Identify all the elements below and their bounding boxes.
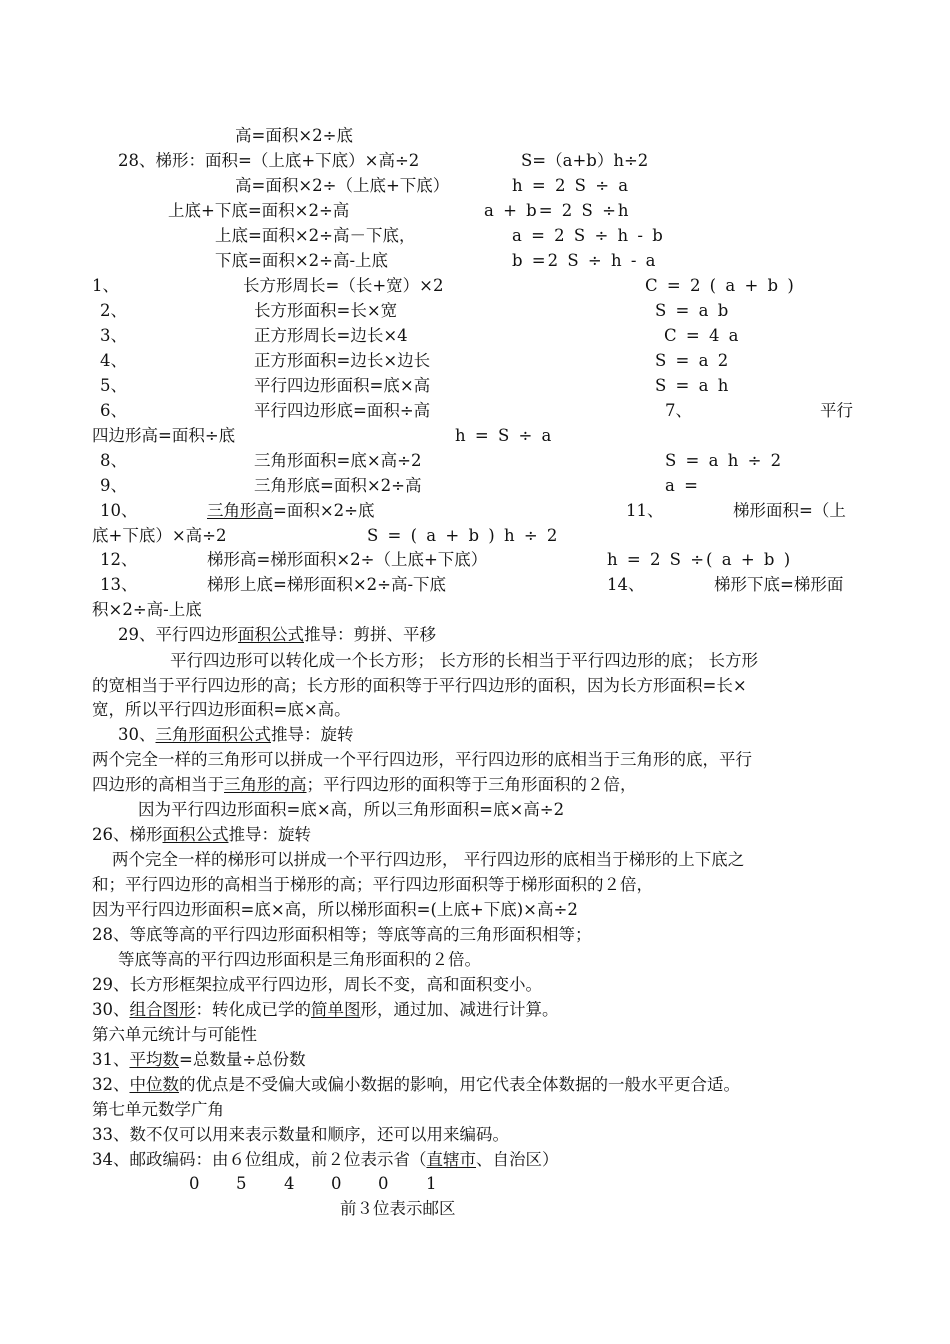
formula-2-text: 长方形面积=长×宽 [254, 301, 398, 320]
section-30-para-3: 因为平行四边形面积=底×高，所以三角形面积=底×高÷2 [138, 800, 565, 819]
sum-of-bases-symbol: a + b= 2 S ÷h [484, 201, 631, 220]
section-32-line [92, 1074, 740, 1096]
formula-7-symbol: h = S ÷ a [455, 426, 554, 445]
formula-11-number: 11、 [626, 501, 664, 520]
zip-digit: 1 [426, 1174, 437, 1193]
unit-7-heading: 第七单元数学广角 [92, 1100, 224, 1119]
section-30b-term-1: 组合图形 [129, 1000, 196, 1019]
section-28-line-1: 28、等底等高的平行四边形面积相等；等底等高的三角形面积相等； [92, 925, 592, 944]
formula-8-text: 三角形面积=底×高÷2 [254, 451, 422, 470]
formula-4-text: 正方形面积=边长×边长 [254, 351, 431, 370]
section-26-para-3: 因为平行四边形面积=底×高，所以梯形面积=(上底+下底)×高÷2 [92, 900, 578, 919]
section-32-term: 中位数 [129, 1075, 179, 1094]
trapezoid-height-line: 高=面积×2÷（上底+下底） [235, 176, 450, 195]
section-34-term: 直辖市 [426, 1150, 476, 1169]
formula-10-term: 三角形高 [207, 501, 273, 520]
section-30-para-2-start: 四边形的高相当于 [92, 775, 224, 794]
section-29-para-1: 平行四边形可以转化成一个长方形； 长方形的长相当于平行四边形的底； 长方形 [170, 651, 758, 670]
section-31-prefix: 31、 [92, 1050, 130, 1069]
formula-8-symbol: S = a h ÷ 2 [665, 451, 784, 470]
zip-digit: 0 [189, 1174, 200, 1193]
formula-10-number: 10、 [100, 501, 138, 520]
section-30-term: 三角形面积公式 [155, 725, 271, 744]
formula-1-symbol: C = 2 ( a + b ) [645, 276, 796, 295]
formula-8-number: 8、 [100, 451, 127, 470]
formula-1-number: 1、 [92, 276, 119, 295]
formula-7-text-end: 四边形高=面积÷底 [92, 426, 236, 445]
sum-of-bases-line: 上底+下底=面积×2÷高 [168, 201, 350, 220]
unit-6-heading: 第六单元统计与可能性 [92, 1025, 257, 1044]
trapezoid-area-symbol: S=（a+b）h÷2 [521, 151, 649, 170]
section-34-suffix: 、自治区） [476, 1150, 559, 1169]
section-31-suffix: =总数量÷总份数 [179, 1050, 306, 1069]
formula-3-symbol: C = 4 a [664, 326, 741, 345]
formula-5-symbol: S = a h [655, 376, 731, 395]
section-30-para-1: 两个完全一样的三角形可以拼成一个平行四边形，平行四边形的底相当于三角形的底，平行 [92, 750, 752, 769]
formula-12-symbol: h = 2 S ÷( a + b ) [607, 550, 793, 569]
section-30-heading [118, 724, 354, 746]
zip-digit: 0 [331, 1174, 342, 1193]
section-30b-prefix: 30、 [92, 1000, 130, 1019]
formula-7-text-start: 平行 [820, 401, 853, 420]
section-29-para-3: 宽，所以平行四边形面积=底×高。 [92, 700, 351, 719]
section-30b-suffix: 形，通过加、减进行计算。 [360, 1000, 559, 1019]
section-29-prefix: 29、平行四边形 [118, 625, 238, 644]
formula-9-number: 9、 [100, 476, 127, 495]
section-32-suffix: 的优点是不受偏大或偏小数据的影响，用它代表全体数据的一般水平更合适。 [179, 1075, 740, 1094]
zip-note: 前３位表示邮区 [340, 1199, 456, 1218]
section-26-heading [92, 824, 311, 846]
zip-digit: 0 [378, 1174, 389, 1193]
section-29-term: 面积公式 [238, 625, 304, 644]
formula-9-text: 三角形底=面积×2÷高 [254, 476, 422, 495]
section-32-prefix: 32、 [92, 1075, 130, 1094]
formula-11-text-end: 底+下底）×高÷2 [92, 526, 227, 545]
section-26-suffix: 推导：旋转 [228, 825, 311, 844]
formula-14-text-start: 梯形下底=梯形面 [714, 575, 844, 594]
formula-13-text: 梯形上底=梯形面积×2÷高-下底 [207, 575, 447, 594]
section-34-line [92, 1149, 559, 1171]
formula-10-text [207, 500, 374, 522]
section-28-line-2: 等底等高的平行四边形面积是三角形面积的２倍。 [118, 950, 481, 969]
formula-11-symbol: S = ( a + b ) h ÷ 2 [367, 526, 560, 545]
formula-2-symbol: S = a b [655, 301, 731, 320]
section-29-heading [118, 624, 436, 646]
formula-7-number: 7、 [665, 401, 692, 420]
formula-14-number: 14、 [607, 575, 645, 594]
trapezoid-area-line: 28、梯形：面积=（上底+下底）×高÷2 [118, 151, 420, 170]
formula-4-number: 4、 [100, 351, 127, 370]
section-34-prefix: 34、邮政编码：由６位组成，前２位表示省（ [92, 1150, 427, 1169]
formula-11-text-start: 梯形面积=（上 [733, 501, 846, 520]
section-29-para-2: 的宽相当于平行四边形的高；长方形的面积等于平行四边形的面积，因为长方形面积=长× [92, 676, 747, 695]
formula-10-rest: =面积×2÷底 [273, 501, 375, 520]
trapezoid-height-symbol: h = 2 S ÷ a [512, 176, 631, 195]
zip-digit: 4 [284, 1174, 295, 1193]
section-33-line: 33、数不仅可以用来表示数量和顺序，还可以用来编码。 [92, 1125, 509, 1144]
section-30b-term-2: 简单图 [311, 1000, 361, 1019]
upper-base-symbol: a = 2 S ÷ h - b [512, 226, 665, 245]
section-26-prefix: 26、梯形 [92, 825, 163, 844]
section-31-term: 平均数 [129, 1050, 179, 1069]
formula-1-text: 长方形周长=（长+宽）×2 [243, 276, 444, 295]
section-30b-line [92, 999, 559, 1021]
section-30-para-2 [92, 774, 637, 796]
section-30-para-2-term: 三角形的高 [224, 775, 307, 794]
section-26-para-1: 两个完全一样的梯形可以拼成一个平行四边形， 平行四边形的底相当于梯形的上下底之 [112, 850, 745, 869]
section-30-prefix: 30、 [118, 725, 156, 744]
formula-3-text: 正方形周长=边长×4 [254, 326, 408, 345]
lower-base-line: 下底=面积×2÷高-上底 [215, 251, 389, 270]
formula-14-text-end: 积×2÷高-上底 [92, 600, 202, 619]
section-29-suffix: 推导：剪拼、平移 [304, 625, 436, 644]
formula-2-number: 2、 [100, 301, 127, 320]
section-29b-line: 29、长方形框架拉成平行四边形，周长不变，高和面积变小。 [92, 975, 542, 994]
lower-base-symbol: b =2 S ÷ h - a [512, 251, 658, 270]
formula-5-number: 5、 [100, 376, 127, 395]
section-30b-middle: ：转化成已学的 [195, 1000, 311, 1019]
formula-13-number: 13、 [100, 575, 138, 594]
section-30-para-2-end: ；平行四边形的面积等于三角形面积的２倍， [306, 775, 637, 794]
formula-9-symbol: a = [665, 476, 700, 495]
height-from-area-line: 高=面积×2÷底 [235, 126, 353, 145]
section-26-term: 面积公式 [162, 825, 229, 844]
formula-12-number: 12、 [100, 550, 138, 569]
formula-5-text: 平行四边形面积=底×高 [254, 376, 431, 395]
section-30-suffix: 推导：旋转 [271, 725, 354, 744]
zip-digit: 5 [236, 1174, 247, 1193]
formula-12-text: 梯形高=梯形面积×2÷（上底+下底） [207, 550, 488, 569]
formula-3-number: 3、 [100, 326, 127, 345]
formula-6-text: 平行四边形底=面积÷高 [254, 401, 431, 420]
upper-base-line: 上底=面积×2÷高－下底， [215, 226, 416, 245]
formula-6-number: 6、 [100, 401, 127, 420]
formula-4-symbol: S = a 2 [655, 351, 731, 370]
section-26-para-2: 和；平行四边形的高相当于梯形的高；平行四边形面积等于梯形面积的２倍， [92, 875, 653, 894]
section-31-line [92, 1049, 306, 1071]
